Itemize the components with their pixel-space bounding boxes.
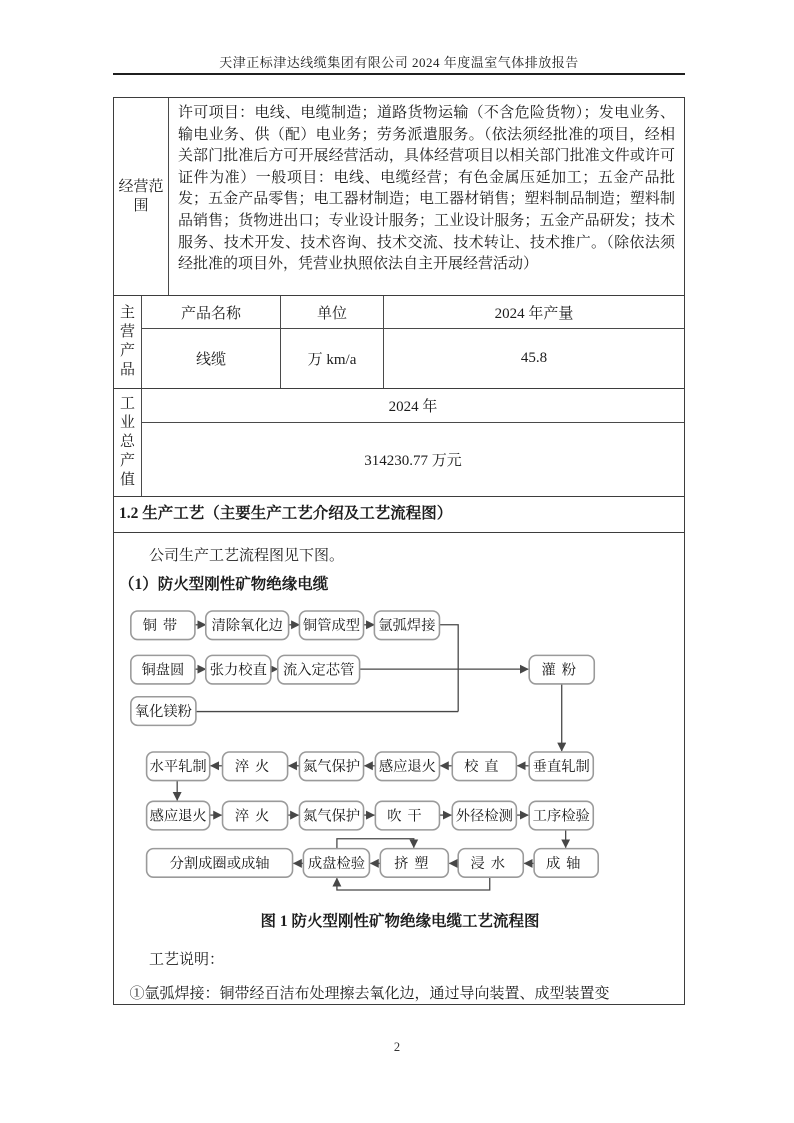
svg-text:垂直轧制: 垂直轧制: [532, 759, 590, 776]
flow-step-清除氧化边: [206, 611, 289, 640]
flow-step-流入定芯管: [278, 655, 360, 684]
flow-step-挤塑: [380, 849, 448, 878]
industrial-output-value: 314230.77 万元: [142, 422, 684, 496]
svg-text:氧化镁粉: 氧化镁粉: [134, 703, 192, 720]
svg-text:浸水: 浸水: [470, 855, 511, 872]
flow-step-吹干: [375, 801, 439, 830]
flow-step-水平轧制: [147, 752, 210, 781]
flow-step-淬火: [223, 752, 288, 781]
business-scope-label: 经营范围: [114, 98, 169, 295]
flow-step-分割成圈或成轴: [147, 849, 293, 878]
svg-text:分割成圈或成轴: 分割成圈或成轴: [169, 855, 270, 872]
product-unit-cell: 万 km/a: [281, 329, 384, 388]
industrial-output-row: [114, 388, 684, 496]
industrial-output-year: 2024 年: [388, 399, 438, 415]
svg-text:清除氧化边: 清除氧化边: [211, 618, 283, 635]
flow-step-成轴: [534, 849, 598, 878]
flow-step-铜带: [131, 611, 195, 640]
svg-text:成轴: 成轴: [545, 855, 587, 872]
products-header-row: [142, 296, 684, 328]
flow-step-氮气保护: [299, 801, 363, 830]
header-divider: [113, 73, 685, 75]
svg-text:吹干: 吹干: [387, 808, 428, 825]
svg-text:淬火: 淬火: [234, 759, 276, 776]
flow-step-铜盘圆: [131, 655, 195, 684]
process-notes-title: 工艺说明：: [149, 952, 225, 968]
flow-step-氧化镁粉: [131, 697, 196, 726]
svg-text:铜带: 铜带: [142, 618, 184, 635]
col-header-output-2024: 2024 年产量: [494, 305, 574, 322]
flow-connector: [337, 877, 490, 890]
flow-step-工序检验: [529, 801, 593, 830]
flow-step-外径检测: [452, 801, 516, 830]
svg-text:氩弧焊接: 氩弧焊接: [378, 618, 436, 635]
svg-text:工序检验: 工序检验: [532, 808, 590, 825]
svg-text:氮气保护: 氮气保护: [302, 759, 361, 776]
svg-text:校直: 校直: [464, 759, 505, 776]
col-header-unit: 单位: [281, 296, 384, 328]
process-subheading: （1）防火型刚性矿物绝缘电缆: [119, 576, 329, 593]
products-table: [142, 296, 684, 388]
process-content-cell: [114, 532, 684, 1006]
business-scope-row: [114, 98, 684, 295]
main-products-label: 主营产品: [114, 296, 142, 388]
flow-step-灌粉: [529, 655, 594, 684]
flow-step-校直: [452, 752, 516, 781]
business-scope-text: 许可项目：电线、电缆制造；道路货物运输（不含危险货物）；发电业务、输电业务、供（配）电业务；劳务派遣服务。（依法须经批准的项目，经相关部门批准后方可开展经营活动，具体经营项目以相关部门批准文件或许可证件为准）一般项目：电线、电缆经营；有色金属压延加工；五金产品批发；五金产品零售；电工器材制造；电工器材销售；塑料制品制造；塑料制品销售；货物进出口；专业设计服务；工业设计服务；五金产品研发；技术服务、技术开发、技术咨询、技术交流、技术转让、技术推广。（除依法须经批准的项目外，凭营业执照依法自主开展经营活动）: [178, 105, 675, 273]
company-info-table: [113, 97, 685, 1005]
svg-text:氮气保护: 氮气保护: [302, 808, 361, 825]
flow-step-感应退火: [375, 752, 439, 781]
col-header-product-name: 产品名称: [142, 296, 281, 328]
flow-step-成盘检验: [303, 849, 369, 878]
svg-text:成盘检验: 成盘检验: [307, 855, 365, 872]
industrial-output-values: [142, 389, 684, 496]
product-output-cell: 45.8: [520, 350, 548, 366]
svg-text:流入定芯管: 流入定芯管: [282, 662, 355, 679]
products-data-row: [142, 328, 684, 388]
svg-text:外径检测: 外径检测: [455, 808, 513, 825]
flow-connector: [337, 839, 414, 849]
page-number: 2: [393, 1040, 401, 1054]
svg-text:张力校直: 张力校直: [209, 662, 267, 679]
main-products-row: [114, 295, 684, 388]
svg-text:挤塑: 挤塑: [394, 855, 435, 872]
svg-text:铜管成型: 铜管成型: [302, 618, 361, 635]
flow-step-浸水: [458, 849, 523, 878]
process-flowchart: [119, 603, 683, 903]
figure-1-caption: 图 1 防火型刚性矿物绝缘电缆工艺流程图: [260, 913, 540, 930]
svg-text:感应退火: 感应退火: [149, 808, 207, 825]
report-header-title: 天津正标津达线缆集团有限公司 2024 年度温室气体排放报告: [219, 55, 579, 70]
svg-text:淬火: 淬火: [234, 808, 276, 825]
svg-text:感应退火: 感应退火: [378, 759, 436, 776]
flow-step-氩弧焊接: [374, 611, 439, 640]
flow-step-垂直轧制: [529, 752, 593, 781]
flowchart-svg: [119, 603, 683, 899]
flow-step-感应退火: [147, 801, 210, 830]
flow-connector: [439, 625, 458, 712]
flow-step-淬火: [223, 801, 288, 830]
flow-step-铜管成型: [299, 611, 363, 640]
svg-text:灌粉: 灌粉: [541, 662, 582, 679]
process-intro-text: 公司生产工艺流程图见下图。: [149, 548, 345, 564]
industrial-output-label: 工业总产值: [114, 389, 142, 496]
flow-step-张力校直: [206, 655, 271, 684]
product-name-cell: 线缆: [142, 329, 281, 388]
svg-text:铜盘圆: 铜盘圆: [141, 662, 185, 679]
flow-step-氮气保护: [299, 752, 363, 781]
section-1-2-heading: 1.2 生产工艺（主要生产工艺介绍及工艺流程图）: [114, 496, 684, 532]
process-note-1: ①氩弧焊接：铜带经百洁布处理擦去氧化边，通过导向装置、成型装置变: [129, 986, 610, 1002]
svg-text:水平轧制: 水平轧制: [149, 759, 207, 776]
